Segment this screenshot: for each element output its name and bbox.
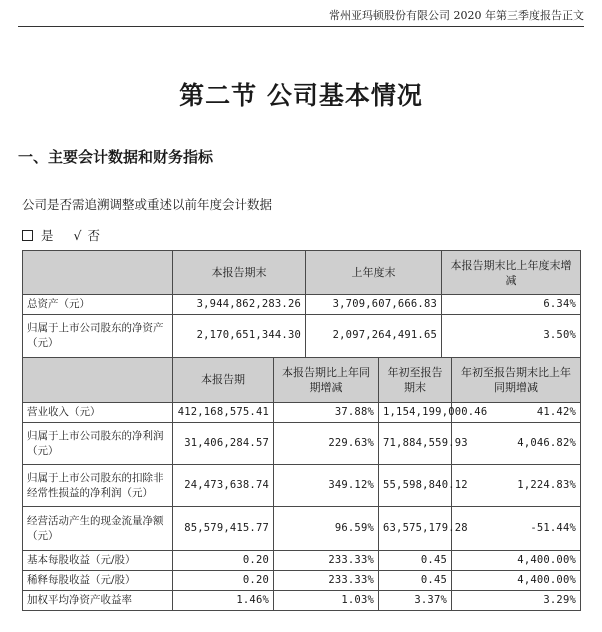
cell-value: 1.46% [173, 590, 274, 610]
cell-value: 4,046.82% [452, 423, 581, 465]
table-row [23, 295, 581, 315]
top-header-col: 上年度末 [306, 251, 442, 295]
cell-value: 31,406,284.57 [173, 423, 274, 465]
table-row [23, 315, 581, 357]
table-row [23, 402, 581, 422]
cell-value: 71,884,559.93 [379, 423, 452, 465]
row-label: 归属于上市公司股东的扣除非经常性损益的净利润（元） [23, 465, 173, 507]
bottom-header-col: 本报告期 [173, 357, 274, 402]
cell-value: 3,944,862,283.26 [173, 295, 306, 315]
bottom-header-col: 年初至报告期末比上年同期增减 [452, 357, 581, 402]
subsection-title: 一、主要会计数据和财务指标 [18, 148, 214, 166]
row-label: 归属于上市公司股东的净资产（元） [23, 315, 173, 357]
top-header-blank [23, 251, 173, 295]
cell-value: 349.12% [274, 465, 379, 507]
bottom-header-blank [23, 357, 173, 402]
cell-value: 229.63% [274, 423, 379, 465]
cell-value: 96.59% [274, 507, 379, 550]
row-label: 稀释每股收益（元/股） [23, 570, 173, 590]
cell-value: 0.20 [173, 570, 274, 590]
cell-value: 0.20 [173, 550, 274, 570]
cell-value: 85,579,415.77 [173, 507, 274, 550]
cell-value: 6.34% [442, 295, 581, 315]
restatement-choice [22, 226, 100, 244]
cell-value: 55,598,840.12 [379, 465, 452, 507]
header-divider [18, 26, 584, 27]
cell-value: 3.29% [452, 590, 581, 610]
cell-value: 3,709,607,666.83 [306, 295, 442, 315]
row-label: 总资产（元） [23, 295, 173, 315]
bottom-header-row [23, 357, 581, 402]
cell-value: 1.03% [274, 590, 379, 610]
cell-value: 4,400.00% [452, 550, 581, 570]
check-mark: √ [73, 227, 82, 243]
cell-value: -51.44% [452, 507, 581, 550]
row-label: 经营活动产生的现金流量净额（元） [23, 507, 173, 550]
cell-value: 412,168,575.41 [173, 402, 274, 422]
table-row [23, 550, 581, 570]
cell-value: 0.45 [379, 550, 452, 570]
running-header: 常州亚玛顿股份有限公司 2020 年第三季度报告正文 [329, 9, 584, 22]
table-row [23, 507, 581, 550]
top-header-row [23, 251, 581, 295]
cell-value: 233.33% [274, 570, 379, 590]
top-header-col: 本报告期末 [173, 251, 306, 295]
row-label: 加权平均净资产收益率 [23, 590, 173, 610]
cell-value: 2,170,651,344.30 [173, 315, 306, 357]
cell-value: 41.42% [452, 402, 581, 422]
cell-value: 2,097,264,491.65 [306, 315, 442, 357]
section-title: 第二节 公司基本情况 [179, 81, 423, 110]
table-row [23, 570, 581, 590]
row-label: 基本每股收益（元/股） [23, 550, 173, 570]
top-header-col: 本报告期末比上年度末增减 [442, 251, 581, 295]
cell-value: 4,400.00% [452, 570, 581, 590]
cell-value: 24,473,638.74 [173, 465, 274, 507]
yes-checkbox [22, 230, 33, 241]
cell-value: 63,575,179.28 [379, 507, 452, 550]
row-label: 营业收入（元） [23, 402, 173, 422]
cell-value: 1,224.83% [452, 465, 581, 507]
table-row [23, 465, 581, 507]
cell-value: 233.33% [274, 550, 379, 570]
cell-value: 3.50% [442, 315, 581, 357]
no-label: 否 [87, 228, 100, 243]
row-label: 归属于上市公司股东的净利润（元） [23, 423, 173, 465]
cell-value: 3.37% [379, 590, 452, 610]
yes-label: 是 [41, 228, 54, 243]
restatement-question: 公司是否需追溯调整或重述以前年度会计数据 [22, 197, 273, 212]
bottom-header-col: 本报告期比上年同期增减 [274, 357, 379, 402]
key-financials-table [22, 250, 581, 611]
cell-value: 37.88% [274, 402, 379, 422]
cell-value: 1,154,199,000.46 [379, 402, 452, 422]
table-row [23, 423, 581, 465]
bottom-header-col: 年初至报告期末 [379, 357, 452, 402]
cell-value: 0.45 [379, 570, 452, 590]
table-row [23, 590, 581, 610]
